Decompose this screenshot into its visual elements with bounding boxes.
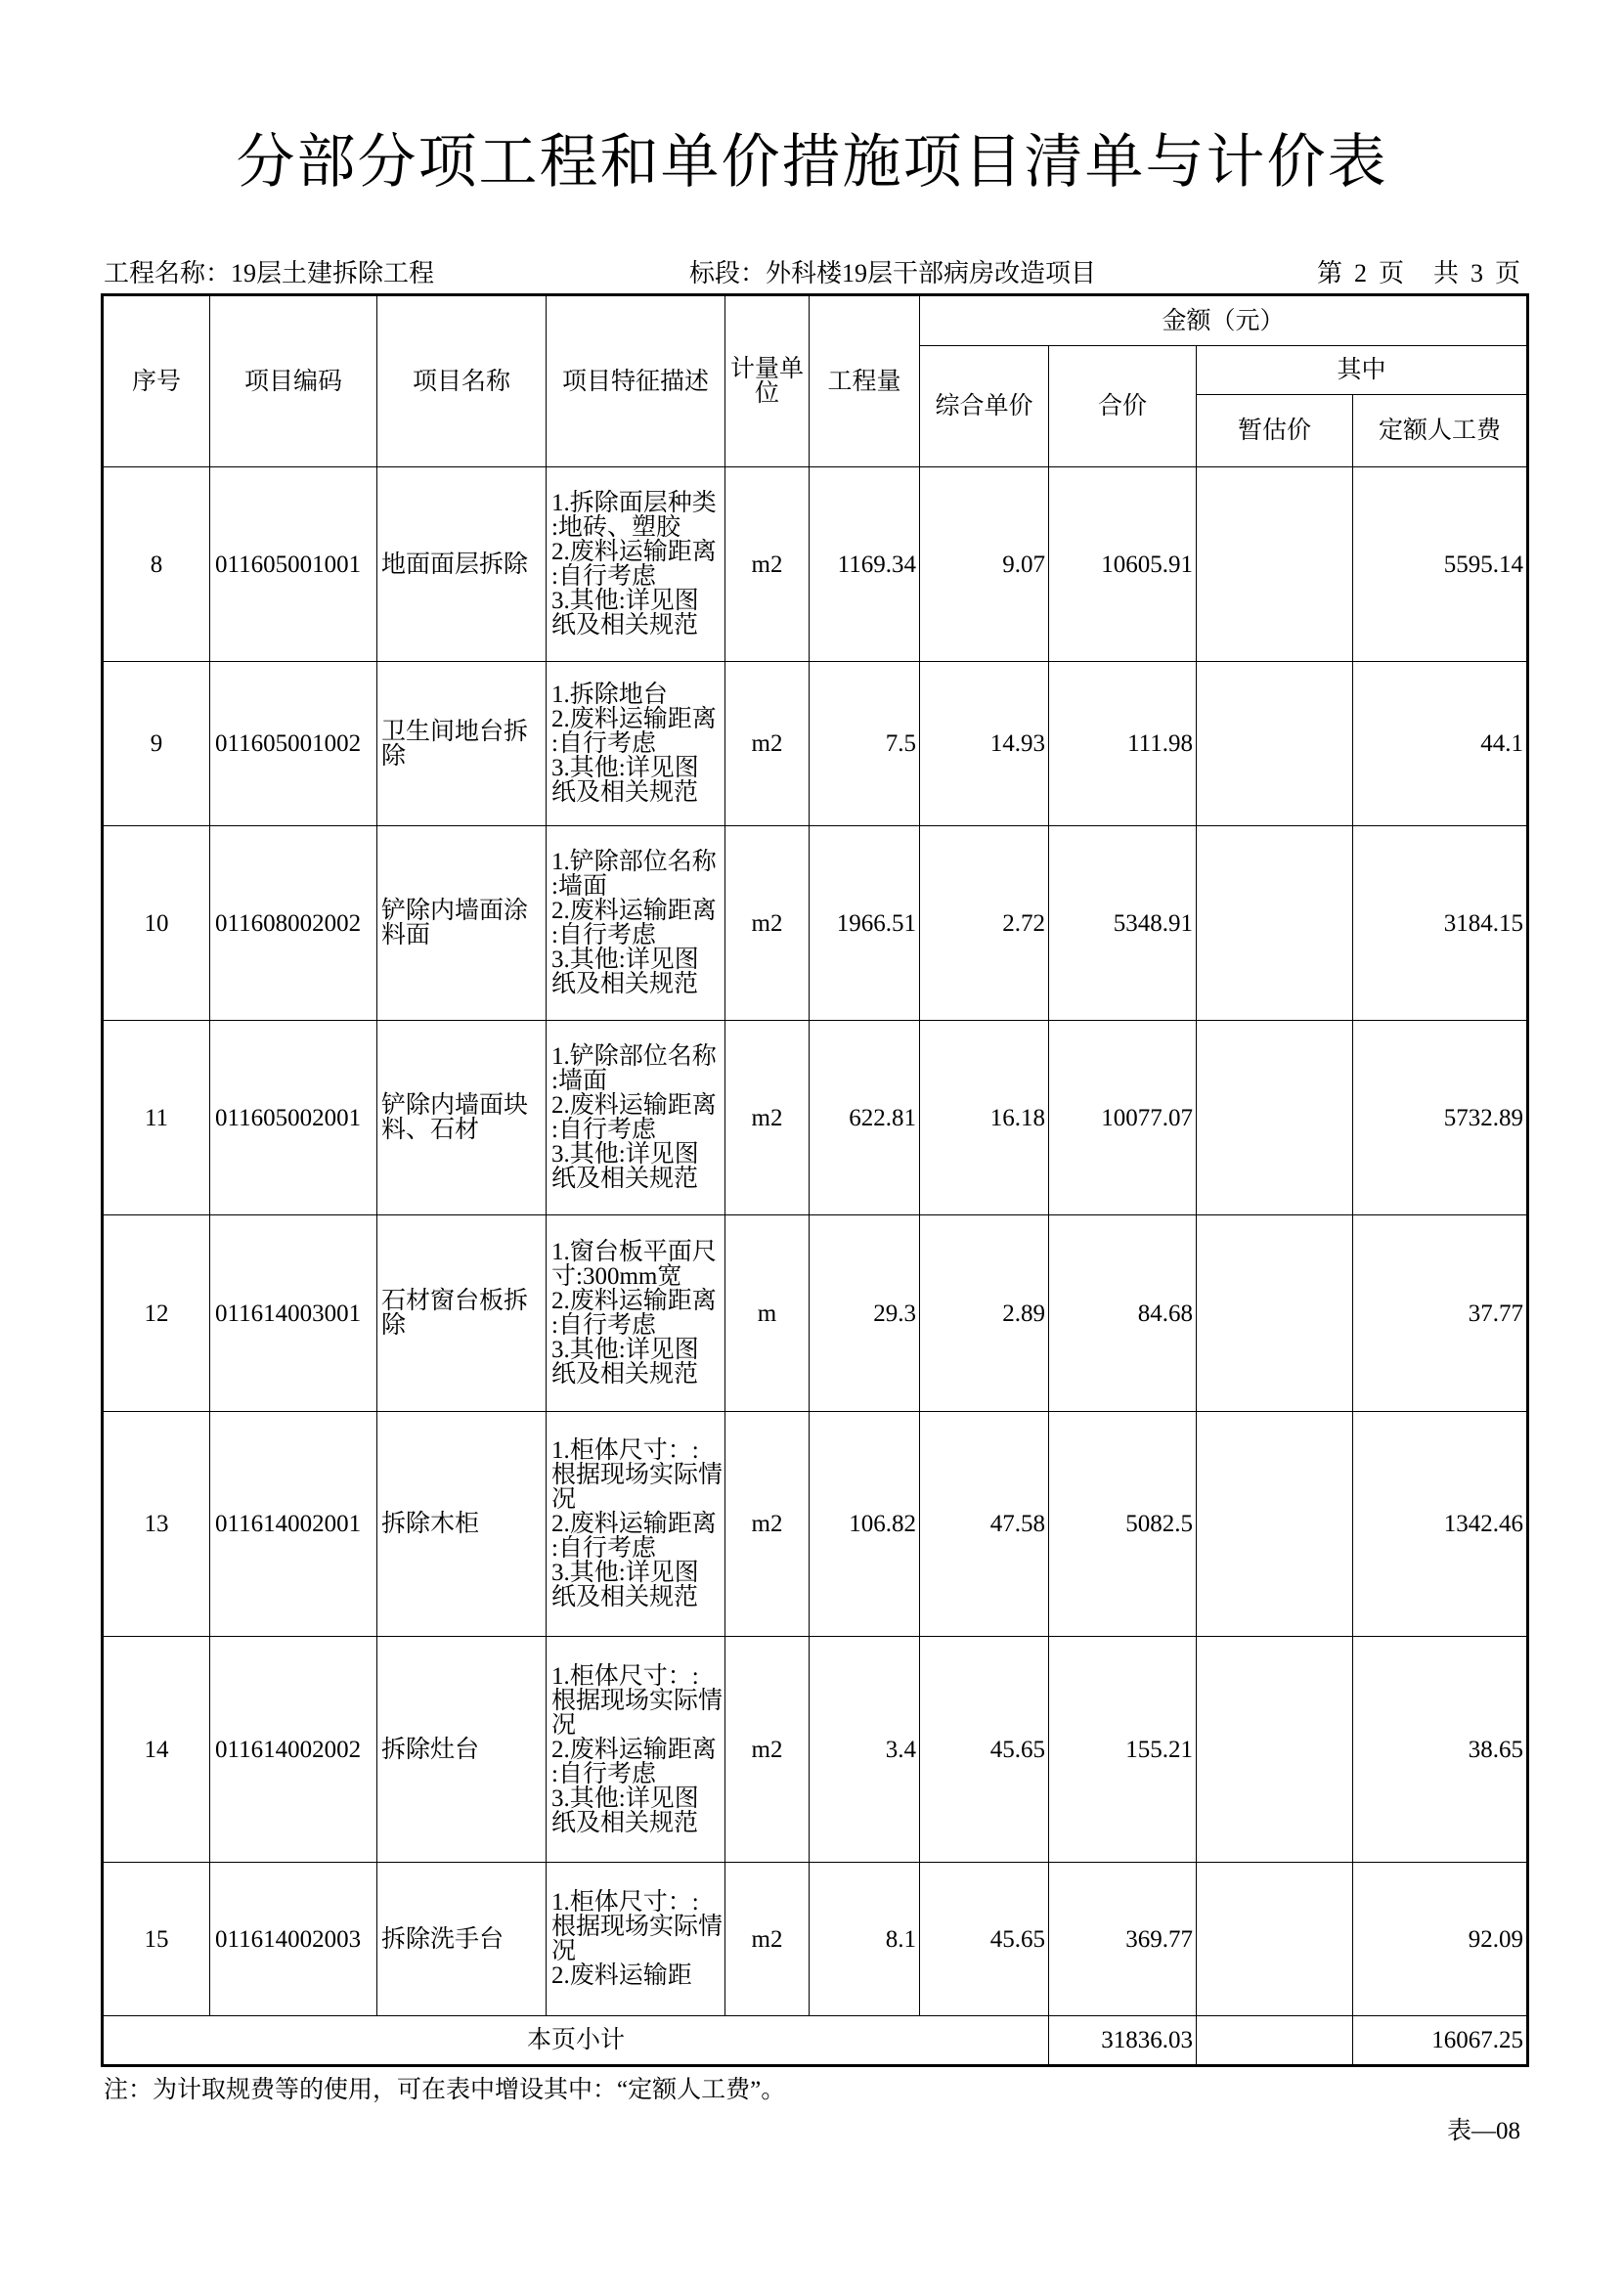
total-price-cell: 5082.5 <box>1049 1412 1197 1637</box>
description-line: :自行考虑 <box>551 1117 656 1143</box>
item-name-cell: 拆除木柜 <box>377 1412 547 1637</box>
provisional-price-cell <box>1197 1637 1353 1863</box>
unit-price-cell: 9.07 <box>920 467 1049 662</box>
quantity-cell: 29.3 <box>810 1215 920 1412</box>
table-row <box>103 1215 1528 1412</box>
section-value: 外科楼19层干部病房改造项目 <box>766 259 1097 287</box>
description-line: 2.废料运输距离 <box>551 706 717 732</box>
page-title: 分部分项工程和单价措施项目清单与计价表 <box>236 130 1388 195</box>
unit-price-cell: 47.58 <box>920 1412 1049 1637</box>
subtotal-provisional-price <box>1197 2016 1353 2066</box>
table-row <box>103 826 1528 1021</box>
labor-cost-cell: 92.09 <box>1353 1863 1528 2016</box>
item-name-cell: 铲除内墙面涂料面 <box>377 826 547 1021</box>
item-code-cell: 011608002002 <box>210 826 377 1021</box>
provisional-price-cell <box>1197 1412 1353 1637</box>
subtotal-total-price: 31836.03 <box>1049 2016 1197 2066</box>
labor-cost-cell: 5595.14 <box>1353 467 1528 662</box>
description-line: 1.柜体尺寸：: <box>551 1889 699 1916</box>
description-line: 1.铲除部位名称 <box>551 1043 717 1070</box>
description-line: 况 <box>551 1711 577 1739</box>
seq-cell: 14 <box>103 1637 210 1863</box>
footnote: 注：为计取规费等的使用，可在表中增设其中：“定额人工费”。 <box>104 2077 786 2103</box>
description-line: 1.拆除面层种类 <box>551 490 717 516</box>
header-total-price: 合价 <box>1049 346 1197 467</box>
labor-cost-cell: 37.77 <box>1353 1215 1528 1412</box>
seq-cell: 12 <box>103 1215 210 1412</box>
header-code: 项目编码 <box>210 295 377 467</box>
unit-cell: m2 <box>725 1412 810 1637</box>
quantity-cell: 622.81 <box>810 1021 920 1215</box>
quantity-cell: 106.82 <box>810 1412 920 1637</box>
unit-cell: m2 <box>725 1863 810 2016</box>
description-line: :自行考虑 <box>551 730 656 757</box>
description-line: 3.其他:详见图 <box>551 1141 699 1168</box>
seq-cell: 13 <box>103 1412 210 1637</box>
total-price-cell: 10605.91 <box>1049 467 1197 662</box>
page-prefix: 第 <box>1316 259 1342 287</box>
quantity-cell: 3.4 <box>810 1637 920 1863</box>
description-line: 纸及相关规范 <box>551 1584 699 1610</box>
description-line: 2.废料运输距离 <box>551 898 717 924</box>
item-code-cell: 011605001001 <box>210 467 377 662</box>
item-code-cell: 011614002002 <box>210 1637 377 1863</box>
subtotal-labor-cost: 16067.25 <box>1353 2016 1528 2066</box>
item-code-cell: 011614002003 <box>210 1863 377 2016</box>
description-line: 2.废料运输距离 <box>551 1092 717 1119</box>
section-label: 标段： <box>689 259 767 287</box>
description-line: 2.废料运输距离 <box>551 539 717 565</box>
description-line: 3.其他:详见图 <box>551 1560 699 1586</box>
header-amount: 金额（元） <box>920 295 1528 346</box>
labor-cost-cell: 5732.89 <box>1353 1021 1528 1215</box>
labor-cost-cell: 44.1 <box>1353 662 1528 826</box>
bill-of-quantities-table <box>101 293 1529 2067</box>
quantity-cell: 1966.51 <box>810 826 920 1021</box>
description-line: 纸及相关规范 <box>551 1361 699 1388</box>
table-row <box>103 1637 1528 1863</box>
quantity-cell: 1169.34 <box>810 467 920 662</box>
unit-price-cell: 2.89 <box>920 1215 1049 1412</box>
unit-cell: m2 <box>725 826 810 1021</box>
page-indicator <box>1317 257 1520 290</box>
description-line: :地砖、塑胶 <box>551 514 680 541</box>
header-row <box>103 295 1528 346</box>
unit-cell: m2 <box>725 1021 810 1215</box>
subtotal-label: 本页小计 <box>103 2016 1049 2066</box>
header-unit-price: 综合单价 <box>920 346 1049 467</box>
unit-cell: m2 <box>725 467 810 662</box>
description-line: 纸及相关规范 <box>551 971 699 997</box>
page-total: 3 <box>1470 259 1483 287</box>
total-price-cell: 5348.91 <box>1049 826 1197 1021</box>
header-seq: 序号 <box>103 295 210 467</box>
total-price-cell: 155.21 <box>1049 1637 1197 1863</box>
description-line: 3.其他:详见图 <box>551 755 699 781</box>
unit-price-cell: 45.65 <box>920 1863 1049 2016</box>
total-suffix: 页 <box>1494 259 1520 287</box>
item-code-cell: 011605002001 <box>210 1021 377 1215</box>
provisional-price-cell <box>1197 1863 1353 2016</box>
item-code-cell: 011614002001 <box>210 1412 377 1637</box>
subtotal-row <box>103 2016 1528 2066</box>
project-name-field <box>104 257 434 290</box>
labor-cost-cell: 1342.46 <box>1353 1412 1528 1637</box>
table-row <box>103 1021 1528 1215</box>
description-cell <box>547 1863 725 2016</box>
description-line: 况 <box>551 1486 577 1513</box>
table-row <box>103 467 1528 662</box>
item-name-cell: 拆除灶台 <box>377 1637 547 1863</box>
description-line: 2.废料运输距离 <box>551 1736 717 1763</box>
description-line: 寸:300mm宽 <box>551 1263 682 1290</box>
item-name-cell: 卫生间地台拆除 <box>377 662 547 826</box>
item-code-cell: 011605001002 <box>210 662 377 826</box>
item-name-cell: 石材窗台板拆除 <box>377 1215 547 1412</box>
table-row <box>103 1412 1528 1637</box>
description-line: 根据现场实际情 <box>551 1914 724 1940</box>
description-line: 3.其他:详见图 <box>551 947 699 973</box>
section-field <box>689 257 1096 290</box>
description-line: 2.废料运输距离 <box>551 1288 717 1314</box>
provisional-price-cell <box>1197 826 1353 1021</box>
unit-cell: m2 <box>725 662 810 826</box>
unit-price-cell: 16.18 <box>920 1021 1049 1215</box>
header-labor-cost: 定额人工费 <box>1353 395 1528 467</box>
labor-cost-cell: 3184.15 <box>1353 826 1528 1021</box>
table-row <box>103 662 1528 826</box>
description-cell <box>547 662 725 826</box>
seq-cell: 11 <box>103 1021 210 1215</box>
description-line: 2.废料运输距 <box>551 1962 692 1989</box>
description-line: 3.其他:详见图 <box>551 588 699 614</box>
description-line: :自行考虑 <box>551 922 656 948</box>
unit-price-cell: 14.93 <box>920 662 1049 826</box>
description-line: 3.其他:详见图 <box>551 1785 699 1812</box>
seq-cell: 9 <box>103 662 210 826</box>
description-line: 况 <box>551 1938 577 1964</box>
description-line: 1.柜体尺寸：: <box>551 1662 699 1690</box>
description-line: 1.拆除地台 <box>551 682 668 708</box>
description-line: :自行考虑 <box>551 1760 656 1787</box>
description-line: :自行考虑 <box>551 1312 656 1339</box>
provisional-price-cell <box>1197 1215 1353 1412</box>
seq-cell: 10 <box>103 826 210 1021</box>
provisional-price-cell <box>1197 1021 1353 1215</box>
description-line: :自行考虑 <box>551 1535 656 1562</box>
provisional-price-cell <box>1197 467 1353 662</box>
header-name: 项目名称 <box>377 295 547 467</box>
description-line: 根据现场实际情 <box>551 1687 724 1714</box>
header-quantity: 工程量 <box>810 295 920 467</box>
seq-cell: 8 <box>103 467 210 662</box>
form-number: 表—08 <box>1446 2118 1520 2144</box>
unit-cell: m <box>725 1215 810 1412</box>
quantity-cell: 7.5 <box>810 662 920 826</box>
total-price-cell: 111.98 <box>1049 662 1197 826</box>
header-description: 项目特征描述 <box>547 295 725 467</box>
page-suffix: 页 <box>1378 259 1404 287</box>
provisional-price-cell <box>1197 662 1353 826</box>
total-price-cell: 10077.07 <box>1049 1021 1197 1215</box>
description-line: 1.柜体尺寸：: <box>551 1437 699 1464</box>
description-cell <box>547 467 725 662</box>
description-line: 3.其他:详见图 <box>551 1337 699 1363</box>
header-of-which: 其中 <box>1197 346 1528 395</box>
project-name-label: 工程名称： <box>104 259 232 287</box>
unit-cell: m2 <box>725 1637 810 1863</box>
page-current: 2 <box>1353 259 1367 287</box>
description-line: 2.废料运输距离 <box>551 1511 717 1537</box>
description-line: 1.铲除部位名称 <box>551 849 717 875</box>
item-name-cell: 拆除洗手台 <box>377 1863 547 2016</box>
description-line: 纸及相关规范 <box>551 612 699 639</box>
description-cell <box>547 1021 725 1215</box>
labor-cost-cell: 38.65 <box>1353 1637 1528 1863</box>
item-code-cell: 011614003001 <box>210 1215 377 1412</box>
description-cell <box>547 1412 725 1637</box>
table-row <box>103 1863 1528 2016</box>
description-cell <box>547 826 725 1021</box>
description-line: :墙面 <box>551 1068 607 1094</box>
description-cell <box>547 1215 725 1412</box>
description-line: 1.窗台板平面尺 <box>551 1239 717 1265</box>
header-unit: 计量单位 <box>725 295 810 467</box>
quantity-cell: 8.1 <box>810 1863 920 2016</box>
description-line: :自行考虑 <box>551 563 656 590</box>
description-line: :墙面 <box>551 873 607 900</box>
description-line: 根据现场实际情 <box>551 1462 724 1488</box>
header-provisional-price: 暂估价 <box>1197 395 1353 467</box>
unit-price-cell: 2.72 <box>920 826 1049 1021</box>
total-price-cell: 84.68 <box>1049 1215 1197 1412</box>
description-line: 纸及相关规范 <box>551 779 699 806</box>
description-cell <box>547 1637 725 1863</box>
description-line: 纸及相关规范 <box>551 1166 699 1192</box>
seq-cell: 15 <box>103 1863 210 2016</box>
total-prefix: 共 <box>1432 259 1459 287</box>
unit-price-cell: 45.65 <box>920 1637 1049 1863</box>
item-name-cell: 地面面层拆除 <box>377 467 547 662</box>
item-name-cell: 铲除内墙面块料、石材 <box>377 1021 547 1215</box>
project-name-value: 19层土建拆除工程 <box>231 259 435 287</box>
total-price-cell: 369.77 <box>1049 1863 1197 2016</box>
description-line: 纸及相关规范 <box>551 1809 699 1836</box>
